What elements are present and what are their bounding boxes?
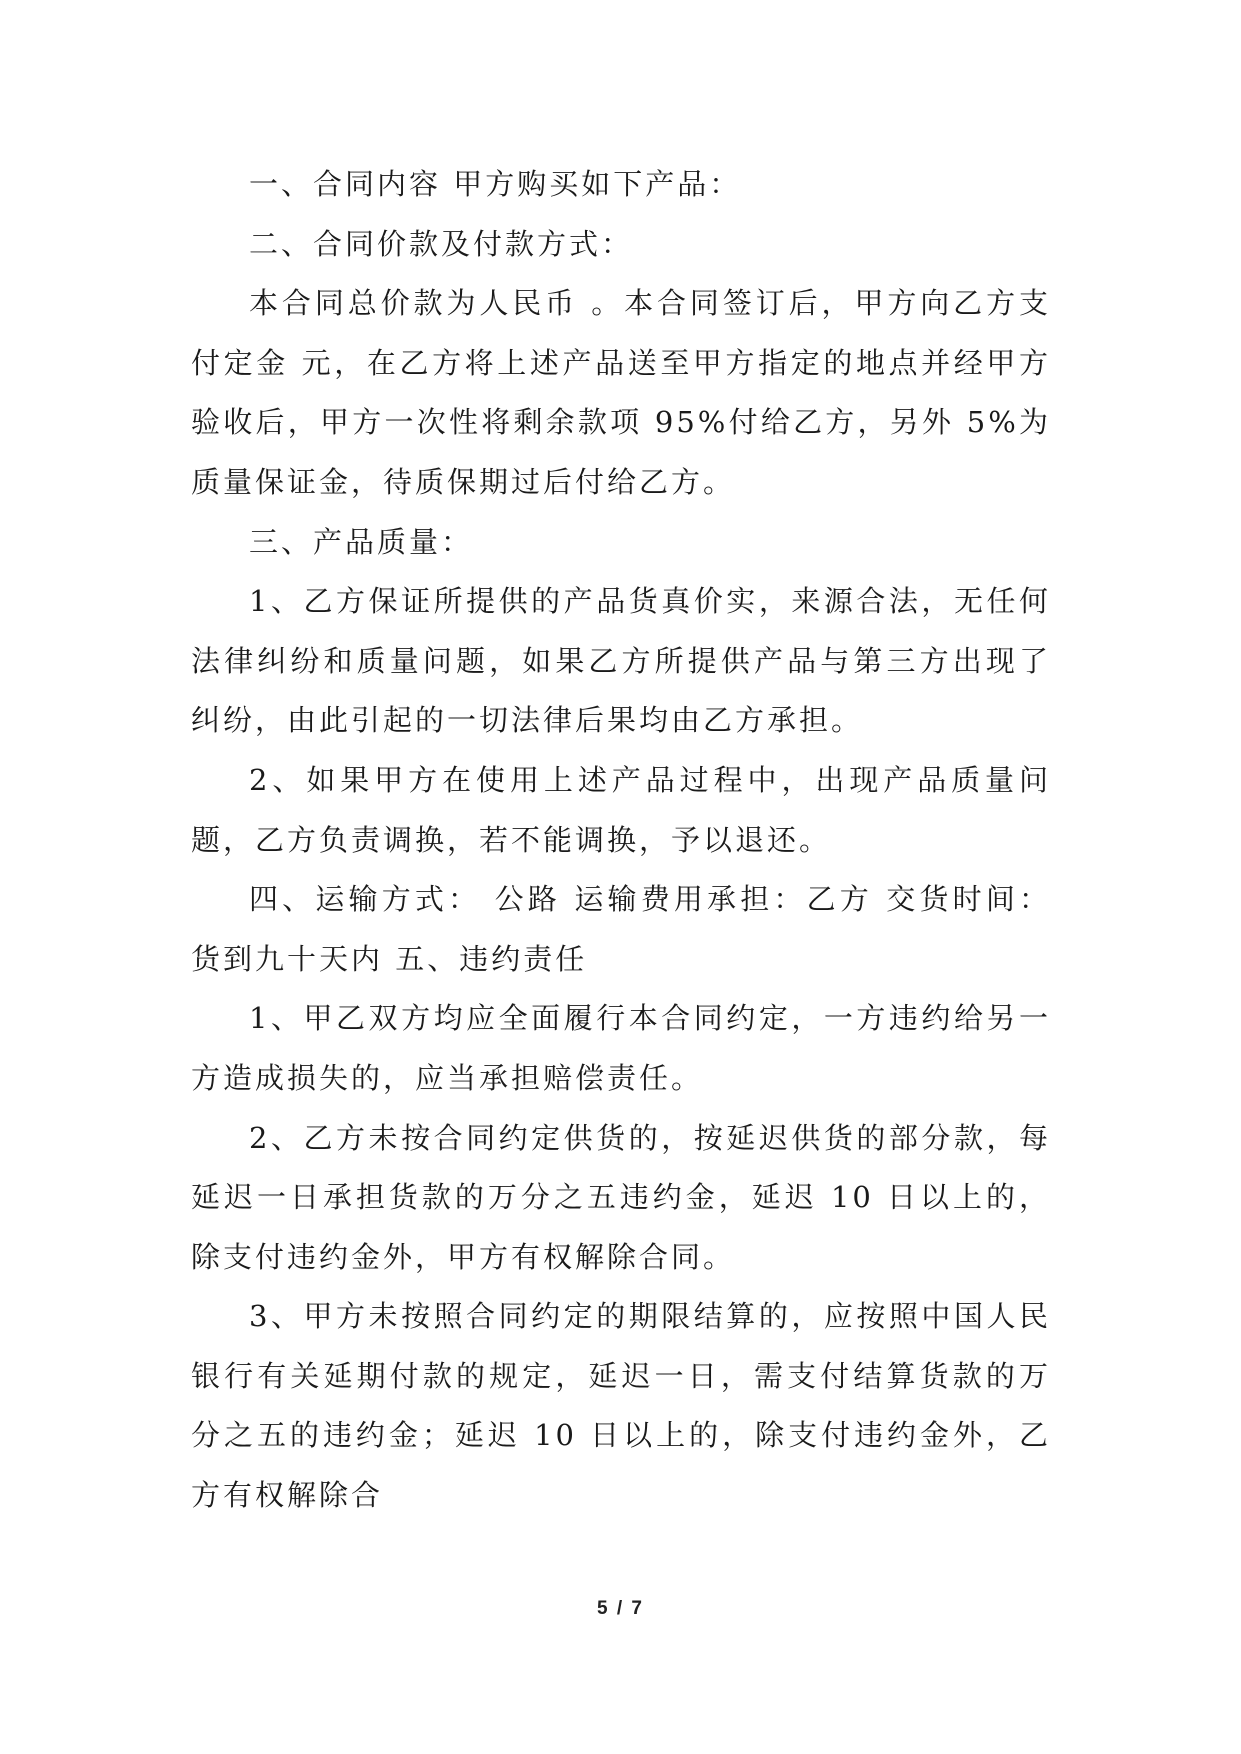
paragraph-liability-1: 1、甲乙双方均应全面履行本合同约定，一方违约给另一方造成损失的，应当承担赔偿责任。 xyxy=(191,1001,1051,1095)
document-body xyxy=(191,155,1051,1526)
paragraph-price-payment: 本合同总价款为人民币 。本合同签订后，甲方向乙方支付定金 元，在乙方将上述产品送至甲方指定的地点并经甲方验收后，甲方一次性将剩余款项 95%付给乙方，另外 5%为质量保证金，待质保期过后付给乙方。 xyxy=(191,286,1051,499)
paragraph-liability-2: 2、乙方未按合同约定供货的，按延迟供货的部分款，每延迟一日承担货款的万分之五违约金，延迟 10 日以上的，除支付违约金外，甲方有权解除合同。 xyxy=(191,1120,1051,1274)
paragraph-contract-content: 一、合同内容 甲方购买如下产品： xyxy=(249,167,742,201)
paragraph-liability-3: 3、甲方未按照合同约定的期限结算的，应按照中国人民银行有关延期付款的规定，延迟一日，需支付结算货款的万分之五的违约金；延迟 10 日以上的，除支付违约金外，乙方有权解除合 xyxy=(191,1299,1051,1513)
paragraph-price-payment-heading: 二、合同价款及付款方式： xyxy=(249,226,634,261)
paragraph-quality-2: 2、如果甲方在使用上述产品过程中，出现产品质量问题，乙方负责调换，若不能调换，予以退还。 xyxy=(191,762,1051,857)
paragraph-quality-heading: 三、产品质量： xyxy=(249,524,474,559)
paragraph-transport: 四、运输方式： 公路 运输费用承担：乙方 交货时间：货到九十天内 五、违约责任 xyxy=(191,882,1051,976)
page-number: 5 / 7 xyxy=(597,1598,644,1619)
paragraph-quality-1: 1、乙方保证所提供的产品货真价实，来源合法，无任何法律纠纷和质量问题，如果乙方所提供产品与第三方出现了纠纷，由此引起的一切法律后果均由乙方承担。 xyxy=(191,584,1051,738)
